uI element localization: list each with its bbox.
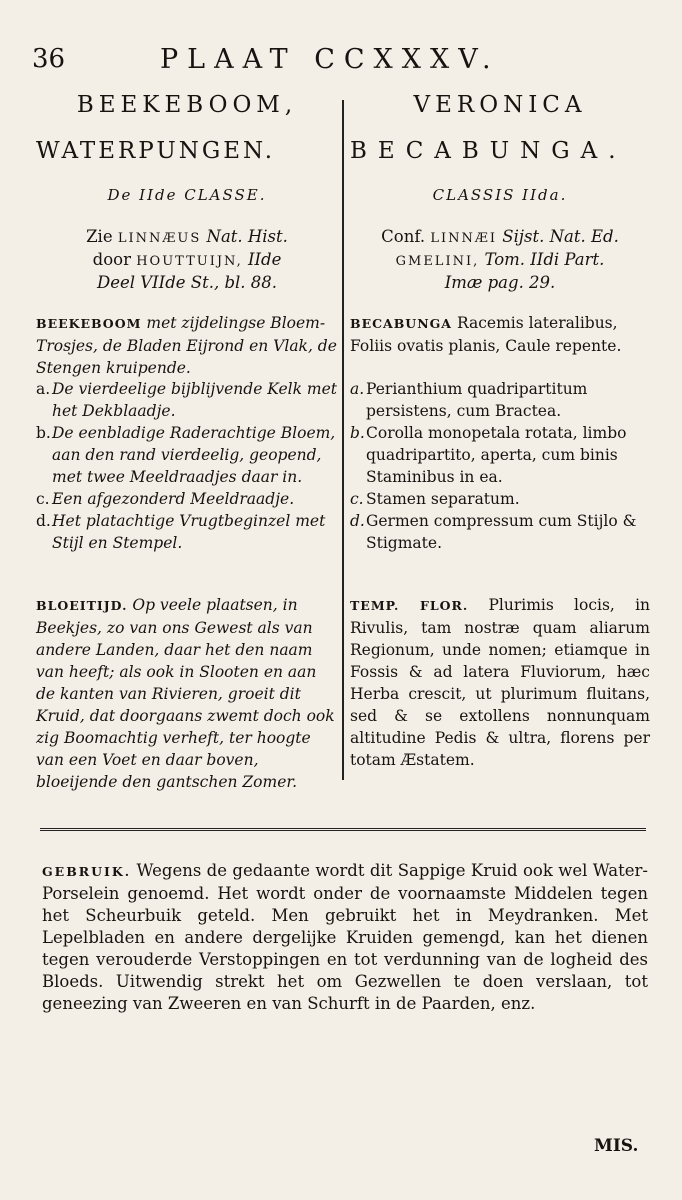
usage-paragraph	[42, 860, 648, 1015]
usage-lead: GEBRUIK.	[42, 864, 132, 879]
left-description-lead: BEEKEBOOM	[36, 316, 142, 331]
left-flowering-lead: BLOEITIJD.	[36, 598, 128, 613]
left-flowering	[36, 594, 338, 793]
left-ref-line3: Deel VIIde St., bl. 88.	[96, 273, 278, 292]
left-name-line2: WATERPUNGEN.	[36, 138, 276, 164]
right-name-line2: BECABUNGA.	[350, 138, 627, 164]
right-flowering	[350, 594, 650, 771]
left-description	[36, 312, 338, 379]
right-ref-editor: GMELINI,	[395, 254, 480, 269]
right-ref-line3: Imæ pag. 29.	[444, 273, 556, 292]
right-ref-author: LINNÆI	[430, 231, 498, 246]
right-parts-list	[350, 378, 650, 554]
right-flowering-lead: TEMP. FLOR.	[350, 598, 469, 613]
right-description-text: Racemis lateralibus, Foliis ovatis planis, Caule repente.	[350, 314, 622, 355]
left-part-d: d. Het platachtige Vrugtbeginzel met Stijl en Stempel.	[36, 512, 326, 552]
right-description-lead: BECABUNGA	[350, 316, 453, 331]
right-reference	[350, 226, 650, 293]
plate-title: PLAAT CCXXXV.	[160, 44, 500, 75]
usage-text: Wegens de gedaante wordt dit Sappige Kruid ook wel Water-Porselein genoemd. Het wordt onder de voornaamste Middelen tegen het Scheurbuik geteld. Men gebruikt het in Meydranken. Met Lepelbladen en andere dergelijke Kruiden gemengd, kan het dienen tegen verouderde Verstoppingen en tot verdunning van de logheid des Bloeds. Uitwendig strekt het om Gezwellen te doen verslaan, tot geneezing van Zweeren en van Schurft in de Paarden, enz.	[42, 861, 648, 1013]
right-part-a: a. Perianthium quadripartitum persistens, cum Bractea.	[350, 380, 588, 420]
left-reference	[36, 226, 338, 293]
right-part-c: c. Stamen separatum.	[350, 490, 520, 508]
section-divider	[40, 828, 646, 831]
left-part-b: b. De eenbladige Raderachtige Bloem, aan den rand vierdeelig, geopend, met twee Meeldraadjes daar in.	[36, 424, 336, 486]
right-part-b: b. Corolla monopetala rotata, limbo quadripartito, aperta, cum binis Staminibus in ea.	[350, 424, 627, 486]
left-class-line: De IIde CLASSE.	[107, 186, 267, 204]
left-ref-line1-post: Nat. Hist.	[206, 227, 288, 246]
left-ref-translator: HOUTTUIJN,	[136, 254, 243, 269]
right-ref-line2-post: Tom. IIdi Part.	[484, 250, 605, 269]
left-ref-author: LINNÆUS	[117, 231, 202, 246]
right-ref-line1-pre: Conf.	[381, 227, 426, 246]
left-ref-line2-pre: door	[92, 250, 131, 269]
right-flowering-text: Plurimis locis, in Rivulis, tam nostræ quam aliarum Regionum, unde nomen; etiamque in Fossis & ad latera Fluviorum, hæc Herba crescit, ut plurimum fluitans, sed & se extollens nonnunquam altitudine Pedis & ultra, florens per totam Æstatem.	[350, 596, 651, 769]
right-description	[350, 312, 650, 357]
right-ref-line1-post: Sijst. Nat. Ed.	[502, 227, 619, 246]
column-divider	[342, 100, 344, 780]
right-class-line: CLASSIS IIda.	[432, 186, 568, 204]
left-ref-line1-pre: Zie	[86, 227, 113, 246]
left-ref-line2-post: IIde	[247, 250, 282, 269]
right-part-d: d. Germen compressum cum Stijlo & Stigmate.	[350, 512, 637, 552]
right-name-line1: VERONICA	[413, 92, 587, 118]
page-number: 36	[32, 44, 66, 74]
left-description-text: met zijdelingse Bloem-Trosjes, de Bladen Eijrond en Vlak, de Stengen kruipende.	[36, 314, 337, 377]
catchword: MIS.	[594, 1136, 639, 1156]
left-parts-list	[36, 378, 338, 554]
left-part-c: c. Een afgezonderd Meeldraadje.	[36, 490, 295, 508]
left-name-line1: BEEKEBOOM,	[76, 92, 298, 118]
left-flowering-text: Op veele plaatsen, in Beekjes, zo van ons Gewest als van andere Landen, daar het den naam van heeft; als ook in Slooten en aan de kanten van Rivieren, groeit dit Kruid, dat doorgaans zwemt doch ook zig Boomachtig verheft, ter hoogte van een Voet en daar boven, bloeijende den gantschen Zomer.	[36, 596, 335, 791]
left-part-a: a. De vierdeelige bijblijvende Kelk met het Dekblaadje.	[36, 380, 338, 420]
